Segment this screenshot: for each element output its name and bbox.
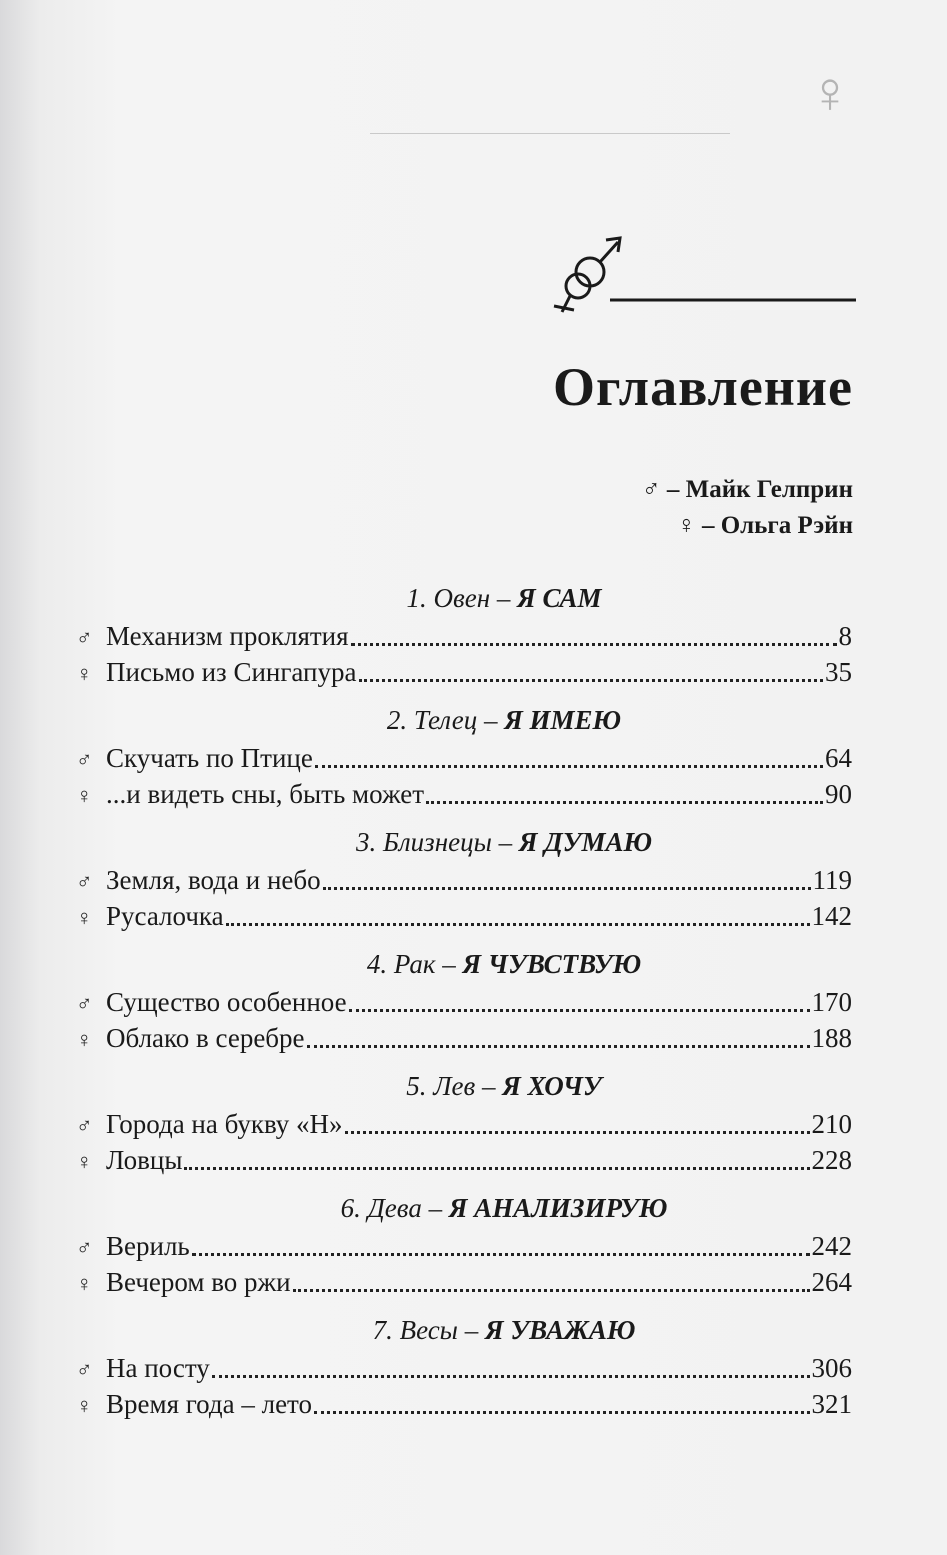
venus-icon: ♀ <box>76 1027 93 1052</box>
dot-leader <box>426 800 823 804</box>
entry-page: 321 <box>811 1389 852 1419</box>
entry-page: 90 <box>825 779 852 809</box>
section-heading <box>76 822 852 862</box>
top-rule <box>370 133 730 134</box>
venus-icon: ♀ <box>676 512 696 539</box>
entry-title: Вериль <box>106 1231 190 1261</box>
section-number: 4. Рак – <box>366 949 456 979</box>
mars-icon: ♂ <box>76 991 93 1016</box>
venus-icon: ♀ <box>76 1393 93 1418</box>
section-keyword: Я ХОЧУ <box>502 1071 602 1101</box>
section-keyword: Я ИМЕЮ <box>504 705 622 735</box>
entry-title: Русалочка <box>106 901 224 931</box>
venus-mark-icon: ♀ <box>808 60 852 125</box>
dot-leader <box>323 886 811 890</box>
section-heading <box>76 1310 852 1350</box>
dot-leader <box>351 642 837 646</box>
venus-icon: ♀ <box>76 905 93 930</box>
section-heading <box>76 578 852 618</box>
section-keyword: Я САМ <box>517 583 602 613</box>
entry-title: Ловцы <box>106 1145 183 1175</box>
toc-entry[interactable] <box>76 776 852 812</box>
section-keyword: Я ДУМАЮ <box>518 827 653 857</box>
dot-leader <box>212 1374 810 1378</box>
entry-page: 228 <box>811 1145 852 1175</box>
entry-page: 188 <box>811 1023 852 1053</box>
section-keyword: Я УВАЖАЮ <box>484 1315 636 1345</box>
section-keyword: Я АНАЛИЗИРУЮ <box>448 1193 668 1223</box>
venus-icon: ♀ <box>76 661 93 686</box>
mars-icon: ♂ <box>76 1357 93 1382</box>
section-number: 2. Телец – <box>386 705 498 735</box>
entry-title: Время года – лето <box>106 1389 312 1419</box>
authors-legend <box>642 472 853 544</box>
entry-page: 35 <box>825 657 852 687</box>
section-heading <box>76 700 852 740</box>
table-of-contents <box>76 578 852 1422</box>
toc-entry[interactable] <box>76 1264 852 1300</box>
venus-icon: ♀ <box>76 1149 93 1174</box>
section-heading <box>76 1188 852 1228</box>
toc-entry[interactable] <box>76 898 852 934</box>
section-number: 6. Дева – <box>340 1193 443 1223</box>
toc-entry[interactable] <box>76 1350 852 1386</box>
entry-page: 170 <box>811 987 852 1017</box>
section-number: 3. Близнецы – <box>355 827 513 857</box>
author-line <box>642 472 853 508</box>
dot-leader <box>192 1252 810 1256</box>
page-title: Оглавление <box>553 357 853 417</box>
entry-page: 264 <box>811 1267 852 1297</box>
toc-entry[interactable] <box>76 1020 852 1056</box>
toc-entry[interactable] <box>76 1386 852 1422</box>
dot-leader <box>226 922 810 926</box>
section-keyword: Я ЧУВСТВУЮ <box>462 949 642 979</box>
entry-page: 306 <box>811 1353 852 1383</box>
entry-page: 242 <box>811 1231 852 1261</box>
entry-page: 210 <box>811 1109 852 1139</box>
toc-entry[interactable] <box>76 654 852 690</box>
entry-title: Земля, вода и небо <box>106 865 321 895</box>
mars-icon: ♂ <box>76 1113 93 1138</box>
venus-icon: ♀ <box>76 1271 93 1296</box>
entry-page: 142 <box>811 901 852 931</box>
section-number: 1. Овен – <box>406 583 511 613</box>
gender-symbols-emblem-icon <box>540 220 860 330</box>
mars-icon: ♂ <box>76 869 93 894</box>
entry-title: ...и видеть сны, быть может <box>106 779 425 809</box>
entry-title: Письмо из Сингапура <box>106 657 357 687</box>
entry-page: 8 <box>838 621 852 651</box>
mars-icon: ♂ <box>76 1235 93 1260</box>
section-number: 7. Весы – <box>372 1315 479 1345</box>
dot-leader <box>307 1044 810 1048</box>
entry-title: Вечером во ржи <box>106 1267 291 1297</box>
dot-leader <box>359 678 824 682</box>
dot-leader <box>184 1166 809 1170</box>
author-line <box>642 508 853 544</box>
entry-title: Скучать по Птице <box>106 743 313 773</box>
entry-title: Механизм проклятия <box>106 621 349 651</box>
toc-entry[interactable] <box>76 984 852 1020</box>
toc-entry[interactable] <box>76 740 852 776</box>
dot-leader <box>345 1130 810 1134</box>
dot-leader <box>314 1410 810 1414</box>
toc-entry[interactable] <box>76 618 852 654</box>
section-heading <box>76 944 852 984</box>
section-heading <box>76 1066 852 1106</box>
author-name: – Ольга Рэйн <box>701 512 853 539</box>
mars-icon: ♂ <box>641 476 661 503</box>
entry-title: Города на букву «Н» <box>106 1109 343 1139</box>
section-number: 5. Лев – <box>406 1071 496 1101</box>
entry-page: 64 <box>825 743 852 773</box>
dot-leader <box>315 764 823 768</box>
author-name: – Майк Гелприн <box>666 476 853 503</box>
toc-entry[interactable] <box>76 1228 852 1264</box>
entry-title: На посту <box>106 1353 210 1383</box>
entry-title: Существо особенное <box>106 987 347 1017</box>
toc-entry[interactable] <box>76 1106 852 1142</box>
dot-leader <box>349 1008 810 1012</box>
toc-entry[interactable] <box>76 1142 852 1178</box>
venus-icon: ♀ <box>76 783 93 808</box>
toc-entry[interactable] <box>76 862 852 898</box>
entry-page: 119 <box>812 865 852 895</box>
entry-title: Облако в серебре <box>106 1023 305 1053</box>
mars-icon: ♂ <box>76 625 93 650</box>
dot-leader <box>293 1288 810 1292</box>
mars-icon: ♂ <box>76 747 93 772</box>
